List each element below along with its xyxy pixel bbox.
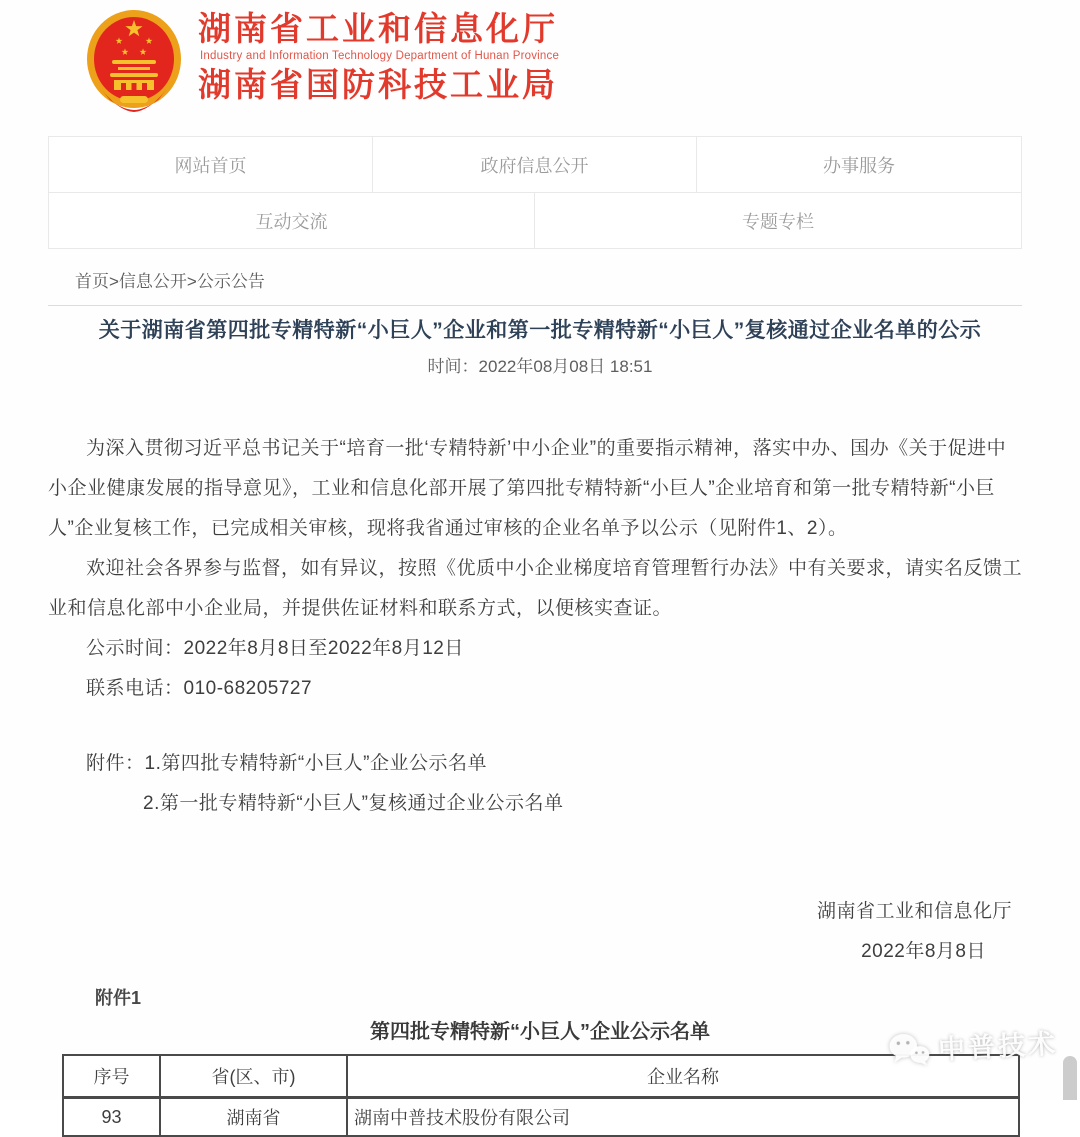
company-roster-table [62,1054,1020,1137]
page-title: 关于湖南省第四批专精特新“小巨人”企业和第一批专精特新“小巨人”复核通过企业名单的公示 [98,319,982,342]
cell-province: 湖南省 [160,1098,347,1137]
signer-org: 湖南省工业和信息化厅 [816,901,1012,922]
appendix-label: 附件1 [95,988,142,1008]
site-header [0,0,1080,132]
org-primary-title: 湖南省工业和信息化厅 [198,10,558,47]
nav-item-gov-info[interactable]: 政府信息公开 [373,137,697,192]
paragraph-1: 为深入贯彻习近平总书记关于“培育一批‘专精特新’中小企业”的重要指示精神，落实中办、国办《关于促进中小企业健康发展的指导意见》，工业和信息化部开展了第四批专精特新“小巨人”企业培育和第一批专精特新“小巨人”企业复核工作，已完成相关审核，现将我省通过审核的企业名单予以公示（见附件1、2）。 [48,438,1007,539]
nav-row-1 [49,137,1021,193]
nav-item-services[interactable]: 办事服务 [823,155,895,176]
breadcrumb[interactable]: 首页>信息公开>公示公告 [48,249,1022,306]
watermark-text: 中普技术 [937,1028,1059,1065]
attachment-line-1: 附件：1.第四批专精特新“小巨人”企业公示名单 [86,753,488,774]
site-identity [198,8,559,104]
scrollbar-thumb[interactable] [1063,1056,1077,1100]
main-nav [48,136,1022,249]
org-secondary-title: 湖南省国防科技工业局 [198,66,558,103]
col-header-company: 企业名称 [347,1055,1019,1098]
org-english-title: Industry and Information Technology Department of Hunan Province [200,50,560,62]
cell-seq: 93 [63,1098,160,1137]
col-header-seq: 序号 [63,1055,160,1098]
table-title: 第四批专精特新“小巨人”企业公示名单 [370,1021,710,1043]
nav-item-interaction[interactable]: 互动交流 [49,193,535,248]
nav-row-2 [49,193,1021,248]
publish-time: 时间：2022年08月08日 18:51 [427,357,653,376]
attachment-line-2: 2.第一批专精特新“小巨人”复核通过企业公示名单 [143,793,564,814]
nav-item-special-columns[interactable]: 专题专栏 [742,211,814,232]
article-body [48,429,1022,972]
table-row [63,1098,1019,1137]
table-header-row [63,1055,1019,1098]
col-header-province: 省(区、市) [160,1055,347,1098]
national-emblem-icon [84,8,184,114]
cell-company: 湖南中普技术股份有限公司 [347,1098,1019,1137]
nav-item-home[interactable]: 网站首页 [49,137,373,192]
sign-date: 2022年8月8日 [861,941,986,962]
contact-phone: 联系电话：010-68205727 [86,678,313,699]
public-period: 公示时间：2022年8月8日至2022年8月12日 [86,638,464,659]
paragraph-2: 欢迎社会各界参与监督，如有异议，按照《优质中小企业梯度培育管理暂行办法》中有关要求，请实名反馈工业和信息化部中小企业局，并提供佐证材料和联系方式，以便核实查证。 [48,558,1023,619]
